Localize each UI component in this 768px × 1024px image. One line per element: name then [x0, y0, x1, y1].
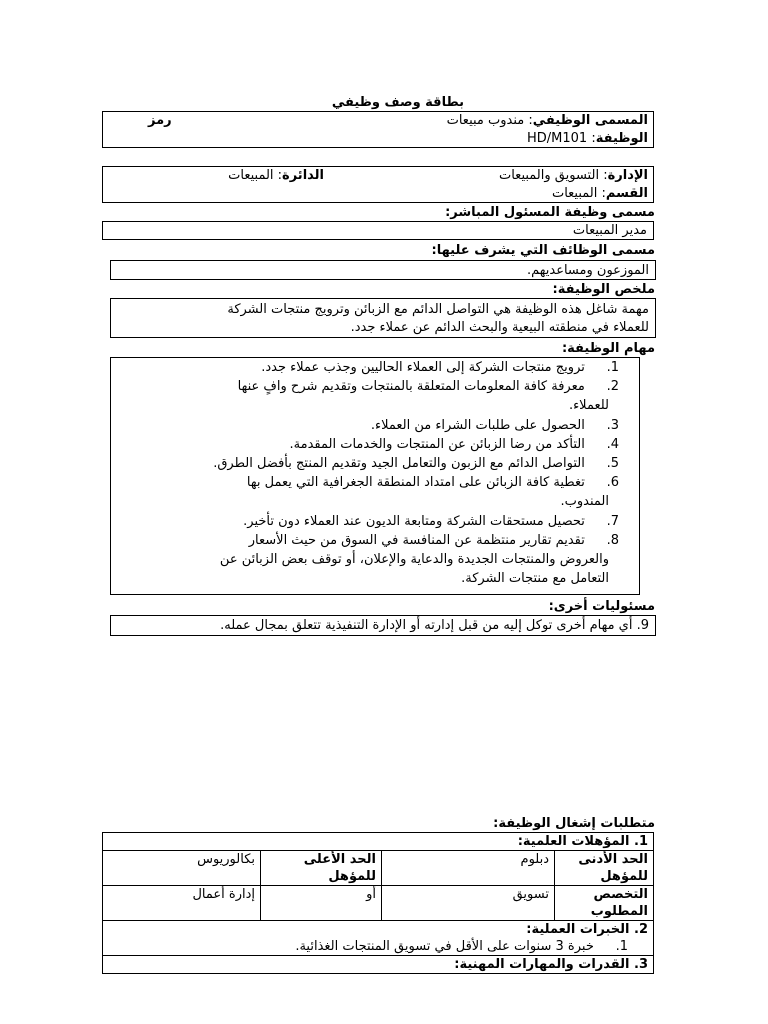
document-title: بطاقة وصف وظيفي — [331, 95, 464, 110]
experience-cell — [103, 921, 654, 956]
manager-box — [102, 221, 654, 240]
tasks-box — [110, 357, 640, 595]
task-number: 8. — [606, 532, 619, 548]
task-number: 3. — [606, 417, 619, 433]
task-item — [371, 417, 619, 434]
job-title-label: المسمى الوظيفي — [532, 113, 648, 128]
org-box: الإدارة: التسويق والمبيعات الدائرة: المبيعات القسم: المبيعات — [102, 166, 654, 203]
task-item — [290, 436, 619, 453]
alt-spec-value: إدارة أعمال — [103, 886, 261, 921]
task-text: التأكد من رضا الزبائن عن المنتجات والخدمات المقدمة. — [289, 436, 585, 452]
other-value: 9. أي مهام أخرى توكل إليه من قبل إدارته أو الإدارة التنفيذية تتعلق بمجال عمله. — [220, 618, 649, 633]
task-item — [213, 455, 619, 472]
task-text: معرفة كافة المعلومات المتعلقة بالمنتجات وتقديم شرح وافٍ عنها — [237, 379, 585, 395]
task-item — [561, 493, 609, 510]
summary-heading: ملخص الوظيفة: — [552, 282, 655, 297]
supervised-box — [110, 260, 656, 280]
task-item — [569, 397, 609, 414]
task-item — [238, 378, 619, 395]
job-code-label: الوظيفة — [595, 131, 648, 146]
requirements-heading: متطلبات إشغال الوظيفة: — [493, 816, 655, 831]
max-qual-value: بكالوريوس — [103, 851, 261, 886]
manager-value: مدير المبيعات — [572, 223, 647, 238]
skills-heading: 3. القدرات والمهارات المهنية: — [103, 956, 654, 974]
dept-label: الدائرة — [282, 168, 324, 183]
min-qual-label: الحد الأدنى للمؤهل — [555, 851, 654, 886]
task-text: المندوب. — [560, 494, 609, 510]
task-number: 2. — [606, 379, 619, 395]
tasks-heading: مهام الوظيفة: — [561, 341, 655, 356]
task-text: التعامل مع منتجات الشركة. — [461, 571, 609, 587]
task-item — [220, 551, 609, 568]
task-item — [249, 532, 619, 549]
task-text: والعروض والمنتجات الجديدة والدعاية والإعلان، أو توقف بعض الزبائن عن — [219, 552, 609, 567]
task-text: تقديم تقارير منتظمة عن المنافسة في السوق من حيث الأسعار — [248, 532, 585, 548]
summary-line-2: للعملاء في منطقته البيعية والبحث الدائم عن عملاء جدد. — [350, 320, 649, 335]
supervised-value: الموزعون ومساعديهم. — [526, 263, 649, 278]
min-qual-value: دبلوم — [382, 851, 555, 886]
task-text: التواصل الدائم مع الزبون والتعامل الجيد وتقديم المنتج بأفضل الطرق. — [213, 456, 585, 471]
spec-label: التخصص المطلوب — [555, 886, 654, 921]
task-number: 1. — [606, 360, 619, 375]
task-text: للعملاء. — [568, 398, 609, 414]
job-code-label-1: رمز — [148, 113, 172, 128]
manager-heading: مسمى وظيفة المسئول المباشر: — [445, 205, 655, 220]
summary-box — [110, 298, 656, 338]
task-text: تغطية كافة الزبائن على امتداد المنطقة الجغرافية التي يعمل بها — [246, 475, 585, 491]
other-heading: مسئوليات أخرى: — [548, 599, 655, 614]
spec-value: تسويق — [382, 886, 555, 921]
admin-label: الإدارة — [607, 168, 648, 183]
task-text: تحصيل مستحقات الشركة ومتابعة الديون عند العملاء دون تأخير. — [243, 513, 585, 529]
task-text: ترويج منتجات الشركة إلى العملاء الحاليين وجذب عملاء جدد. — [261, 360, 585, 375]
task-text: الحصول على طلبات الشراء من العملاء. — [370, 417, 585, 433]
or-label: أو — [261, 886, 382, 921]
task-item — [243, 513, 619, 530]
supervised-heading: مسمى الوظائف التي يشرف عليها: — [431, 243, 655, 258]
task-number: 4. — [606, 436, 619, 452]
admin-value: التسويق والمبيعات — [498, 168, 600, 183]
task-number: 6. — [606, 475, 619, 491]
summary-line-1: مهمة شاغل هذه الوظيفة هي التواصل الدائم مع الزبائن وترويج منتجات الشركة — [227, 302, 649, 317]
job-title-box: المسمى الوظيفي: مندوب مبيعات رمز الوظيفة: HD/M101 — [102, 111, 654, 148]
other-box — [110, 615, 656, 636]
dept-value: المبيعات — [228, 168, 274, 183]
qual-heading: 1. المؤهلات العلمية: — [103, 833, 654, 851]
experience-heading: 2. الخبرات العملية: — [526, 922, 648, 937]
experience-item: 1. خبرة 3 سنوات على الأقل في تسويق المنتجات الغذائية. — [295, 939, 628, 954]
task-number: 5. — [606, 456, 619, 471]
job-title-value: مندوب مبيعات — [446, 113, 525, 128]
section-value: المبيعات — [551, 186, 598, 201]
max-qual-label: الحد الأعلى للمؤهل — [261, 851, 382, 886]
task-item — [461, 570, 609, 587]
task-item — [261, 359, 619, 376]
requirements-table — [102, 832, 654, 974]
job-code-value: HD/M101 — [527, 131, 588, 146]
task-item — [247, 474, 619, 491]
section-label: القسم — [605, 186, 648, 201]
task-number: 7. — [606, 513, 619, 529]
